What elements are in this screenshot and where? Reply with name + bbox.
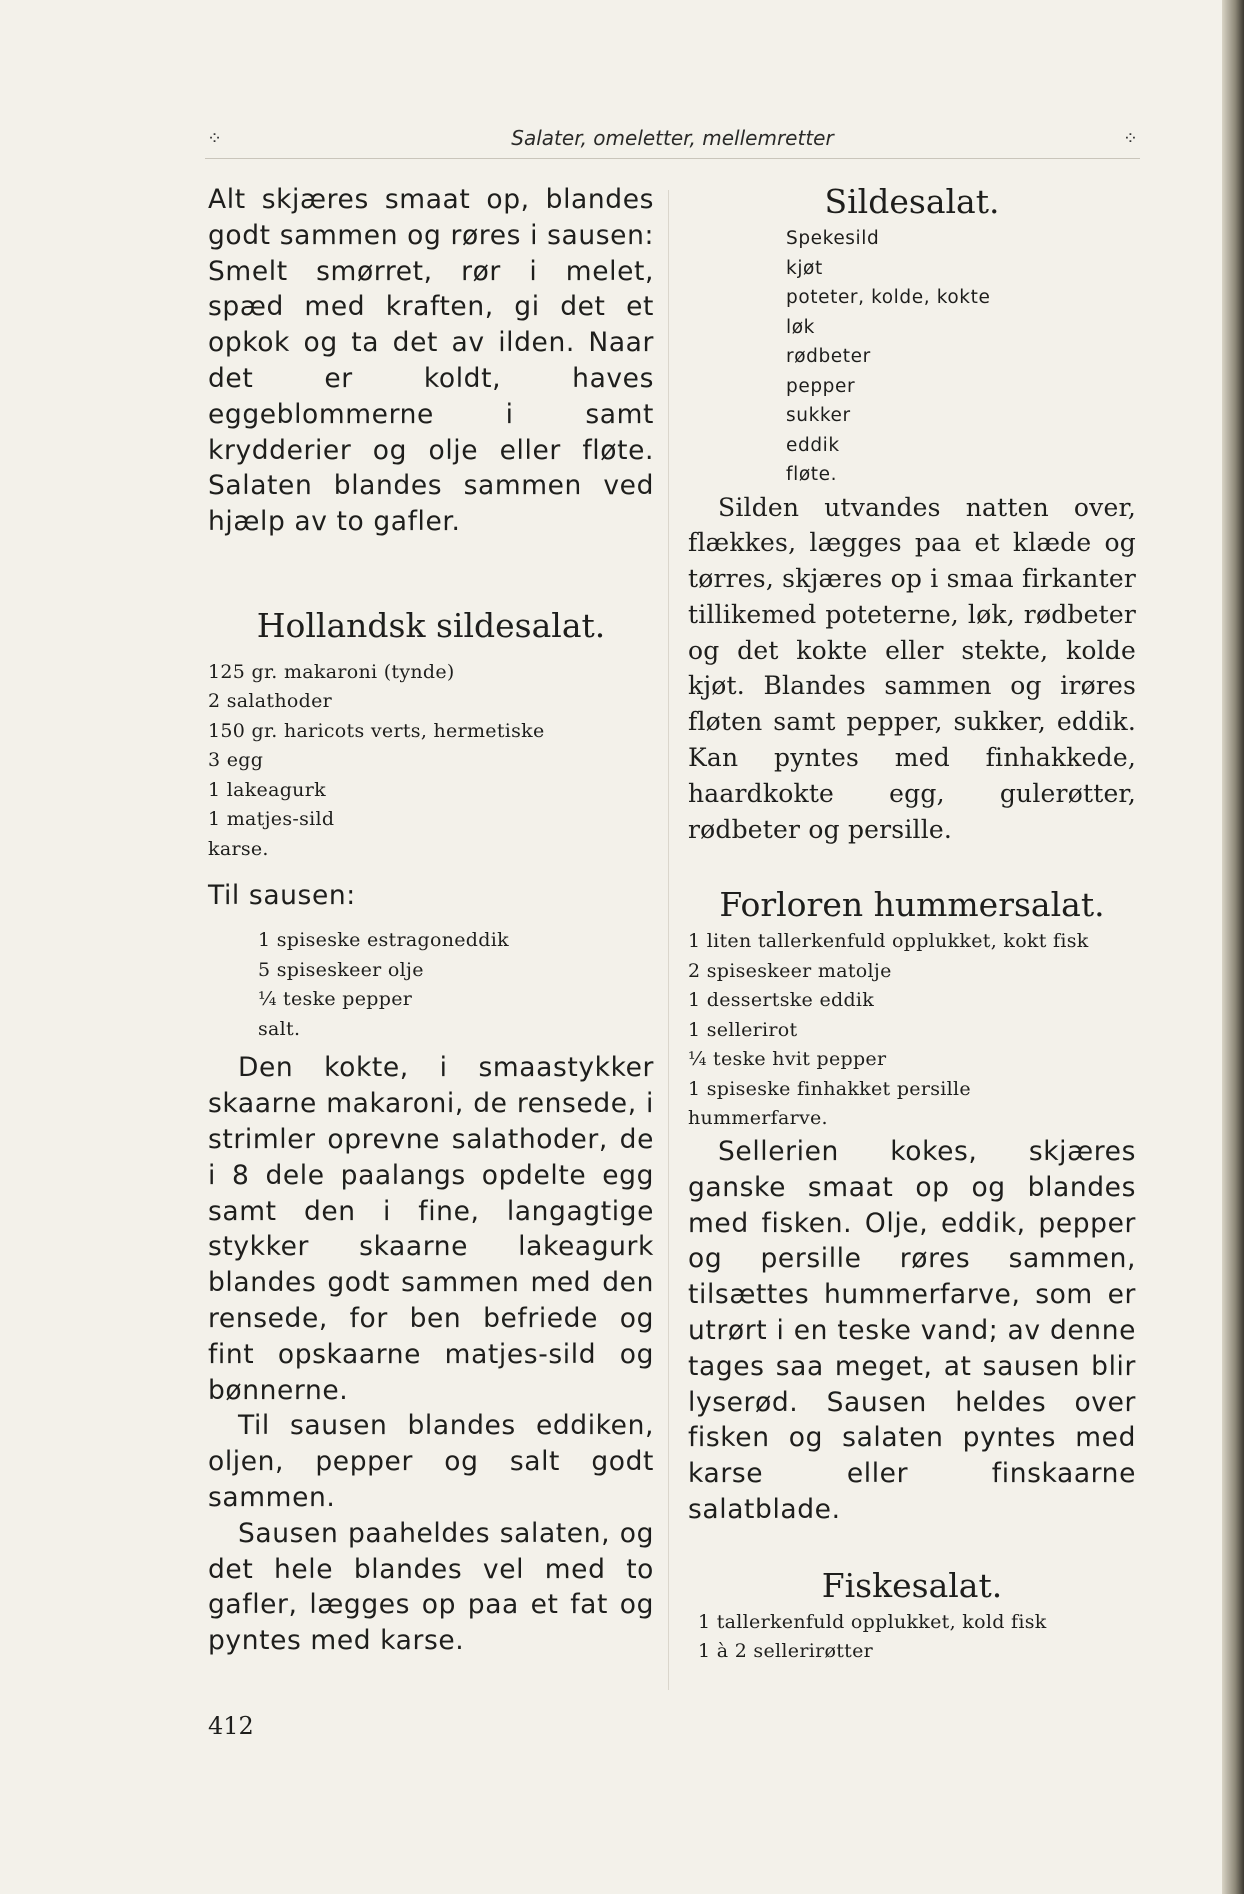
ingredient-item: sukker [786, 405, 851, 426]
ingredient-item: hummerfarve. [688, 1107, 828, 1130]
ingredient-item: 5 spiseskeer olje [258, 958, 424, 981]
ornament-icon: ⁘ [207, 128, 223, 149]
recipe-title-hollandsk: Hollandsk sildesalat. [256, 605, 606, 645]
sauce-ingredient-list [208, 926, 654, 1044]
ingredient-item: 1 à 2 sellerirøtter [698, 1640, 873, 1663]
book-page-edge [1222, 0, 1244, 1894]
ingredient-item: ¼ teske pepper [258, 988, 413, 1011]
running-header [205, 124, 1140, 159]
ingredient-list-hollandsk [208, 658, 654, 865]
method-paragraph: Sausen paaheldes salaten, og det hele blandes vel med to gafler, lægges op paa et fat og pyntes med karse. [208, 1517, 654, 1657]
recipe-title-fiskesalat: Fiskesalat. [821, 1565, 1003, 1605]
ingredient-item: eddik [786, 434, 840, 456]
ingredient-item: 3 egg [208, 749, 264, 772]
ingredient-item: 1 spiseske estragoneddik [258, 929, 509, 952]
ingredient-item: poteter, kolde, kokte [786, 287, 991, 308]
ingredient-item: 1 matjes-sild [208, 808, 335, 831]
ingredient-list-hummersalat [688, 927, 1136, 1134]
ingredient-item: pepper [786, 375, 856, 397]
ingredient-item: 125 gr. makaroni (tynde) [208, 660, 455, 683]
ingredient-list-fiskesalat [688, 1608, 1136, 1667]
intro-paragraph: Alt skjæres smaat op, blandes godt sammen og røres i sausen: Smelt smørret, rør i melet, spæd med kraften, gi det et opkok og ta det av ilden. Naar det er koldt, haves eggeblommerne i samt krydderier og olje eller fløte. Salaten blandes sammen ved hjælp av to gafler. [208, 184, 654, 538]
ingredient-item: 1 spiseske finhakket persille [688, 1077, 971, 1100]
recipe-title-hummersalat: Forloren hummersalat. [719, 885, 1105, 925]
ingredient-list-sildesalat [688, 224, 1136, 490]
right-column [688, 182, 1136, 1667]
ingredient-item: rødbeter [786, 346, 871, 367]
sauce-heading: Til sausen: [208, 880, 356, 912]
ingredient-item: fløte. [786, 464, 838, 485]
method-paragraph: Silden utvandes natten over, flækkes, lægges paa et klæde og tørres, skjæres op i smaa firkanter tillikemed poteterne, løk, rødbeter og det kokte eller stekte, kolde kjøt. Blandes sammen og irøres fløten samt pepper, sukker, eddik. Kan pyntes med finhakkede, haardkokte egg, gulerøtter, rødbeter og persille. [688, 492, 1136, 844]
ingredient-item: karse. [208, 837, 269, 860]
recipe-title-sildesalat: Sildesalat. [824, 182, 1000, 221]
ingredient-item: 2 spiseskeer matolje [688, 959, 892, 982]
ingredient-item: ¼ teske hvit pepper [688, 1048, 887, 1071]
method-paragraph: Sellerien kokes, skjæres ganske smaat op og blandes med fisken. Olje, eddik, pepper og persille røres sammen, tilsættes hummerfarve, som er utrørt i en teske vand; av denne tages saa meget, at sausen blir lyserød. Sausen heldes over fisken og salaten pyntes med karse eller finskaarne salatblade. [688, 1135, 1136, 1525]
column-divider [668, 190, 669, 1690]
ingredient-item: Spekesild [786, 228, 880, 249]
ingredient-item: 2 salathoder [208, 690, 333, 713]
ornament-icon: ⁘ [1122, 128, 1138, 149]
left-column [208, 182, 654, 1659]
ingredient-item: kjøt [786, 257, 823, 279]
ingredient-item: 1 liten tallerkenfuld opplukket, kokt fisk [688, 930, 1089, 953]
ingredient-item: 1 lakeagurk [208, 778, 326, 801]
ingredient-item: løk [786, 316, 815, 338]
ingredient-item: 1 tallerkenfuld opplukket, kold fisk [698, 1610, 1047, 1633]
ingredient-item: 1 sellerirot [688, 1018, 798, 1041]
method-paragraph: Den kokte, i smaastykker skaarne makaroni, de rensede, i strimler oprevne salathoder, de i 8 dele paalangs opdelte egg samt den i fine, langagtige stykker skaarne lakeagurk blandes godt sammen med den rensede, for ben befriede og fint opskaarne matjes-sild og bønnerne. [208, 1052, 654, 1406]
ingredient-item: 150 gr. haricots verts, hermetiske [208, 719, 545, 742]
page-number: 412 [208, 1712, 254, 1740]
header-title: Salater, omeletter, mellemretter [511, 126, 834, 150]
ingredient-item: salt. [258, 1017, 301, 1040]
ingredient-item: 1 dessertske eddik [688, 989, 875, 1012]
method-paragraph: Til sausen blandes eddiken, oljen, pepper og salt godt sammen. [208, 1410, 654, 1514]
